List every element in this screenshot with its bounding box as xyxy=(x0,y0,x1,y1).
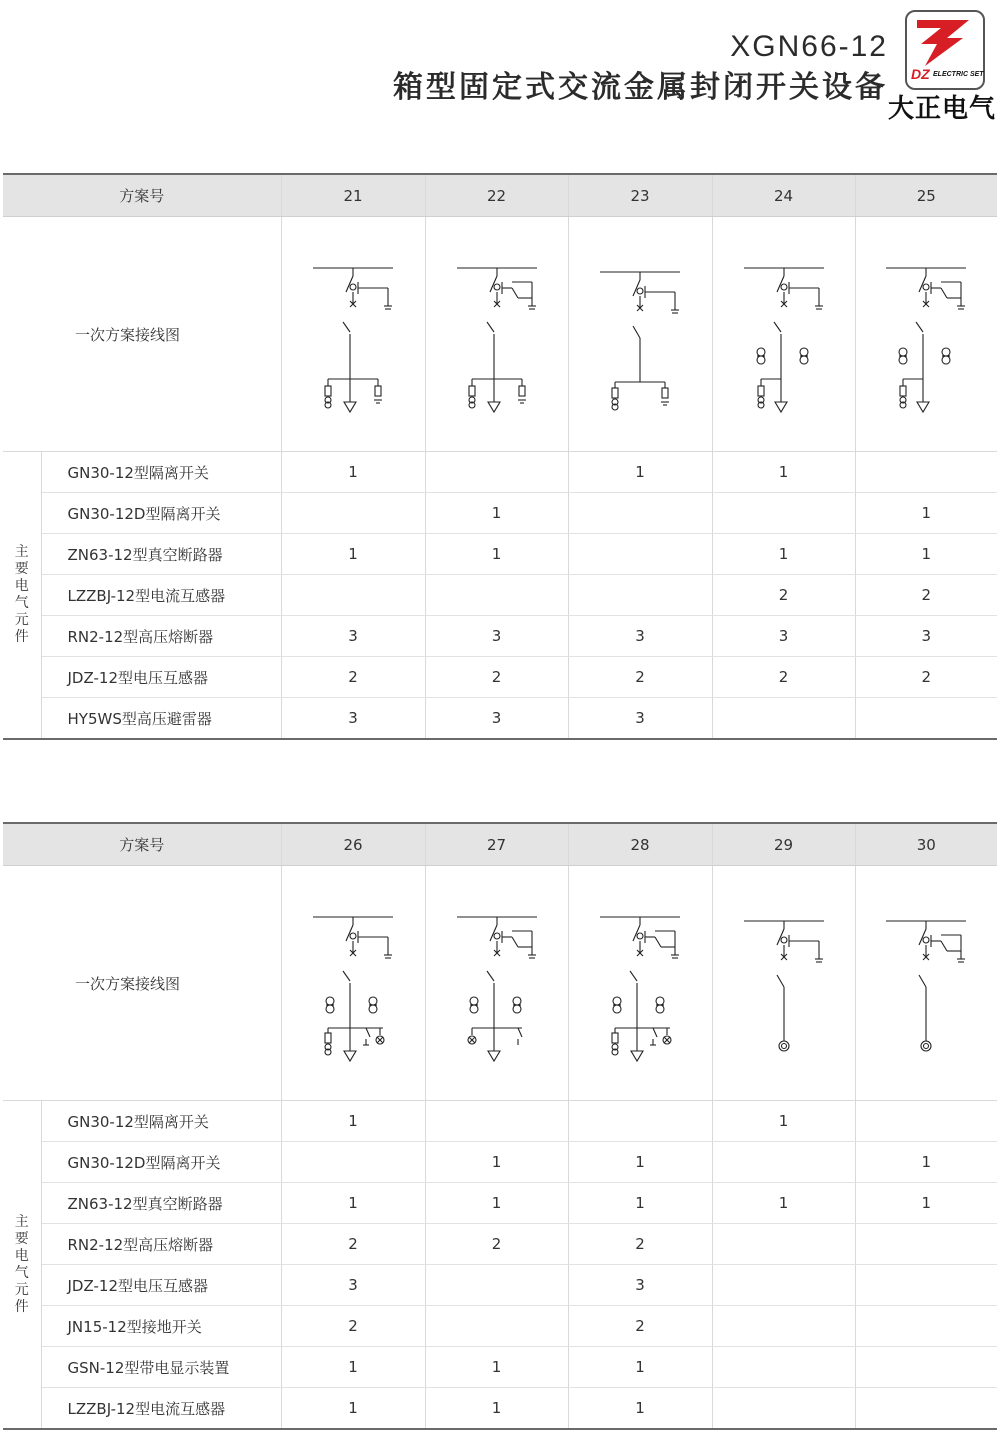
component-name: GN30-12D型隔离开关 xyxy=(41,1142,281,1183)
wiring-diagram-28 xyxy=(568,866,712,1101)
table-row xyxy=(3,616,997,657)
quantity-cell: 1 xyxy=(568,1388,712,1430)
quantity-cell: 3 xyxy=(568,1265,712,1306)
wiring-diagram-29 xyxy=(712,866,855,1101)
component-name: GN30-12型隔离开关 xyxy=(41,452,281,493)
table-row xyxy=(3,493,997,534)
table-row xyxy=(3,1101,997,1142)
quantity-cell: 3 xyxy=(281,1265,425,1306)
quantity-cell: 1 xyxy=(425,534,568,575)
quantity-cell: 2 xyxy=(568,1306,712,1347)
table-row xyxy=(3,1224,997,1265)
quantity-cell: 3 xyxy=(281,616,425,657)
quantity-cell xyxy=(712,1265,855,1306)
scheme-number: 26 xyxy=(281,823,425,866)
quantity-cell: 1 xyxy=(425,1142,568,1183)
quantity-cell: 2 xyxy=(712,657,855,698)
quantity-cell xyxy=(712,698,855,740)
diagram-label: 一次方案接线图 xyxy=(3,217,281,452)
wiring-diagram-icon xyxy=(871,254,981,414)
wiring-diagram-21 xyxy=(281,217,425,452)
company-logo xyxy=(905,10,985,90)
quantity-cell xyxy=(425,1306,568,1347)
scheme-number: 30 xyxy=(855,823,997,866)
table-row xyxy=(3,575,997,616)
logo-subtitle: ELECTRIC SET xyxy=(933,71,984,78)
quantity-cell: 2 xyxy=(281,1306,425,1347)
quantity-cell xyxy=(712,493,855,534)
quantity-cell: 3 xyxy=(568,616,712,657)
quantity-cell xyxy=(568,1101,712,1142)
component-name: GN30-12型隔离开关 xyxy=(41,1101,281,1142)
wiring-diagram-icon xyxy=(442,254,552,414)
scheme-number: 24 xyxy=(712,174,855,217)
wiring-diagram-icon xyxy=(585,254,695,414)
quantity-cell: 1 xyxy=(425,1183,568,1224)
diagram-label: 一次方案接线图 xyxy=(3,866,281,1101)
wiring-diagram-icon xyxy=(871,903,981,1063)
quantity-cell: 1 xyxy=(281,452,425,493)
quantity-cell: 2 xyxy=(568,657,712,698)
quantity-cell xyxy=(568,575,712,616)
category-label: 主要电气元件 xyxy=(3,1101,41,1430)
page-header xyxy=(0,0,1000,130)
table-header-row xyxy=(3,174,997,217)
wiring-diagram-24 xyxy=(712,217,855,452)
quantity-cell xyxy=(568,534,712,575)
quantity-cell xyxy=(855,1388,997,1430)
quantity-cell: 1 xyxy=(281,1388,425,1430)
quantity-cell xyxy=(281,1142,425,1183)
quantity-cell xyxy=(855,1224,997,1265)
quantity-cell xyxy=(425,452,568,493)
table-row xyxy=(3,1388,997,1430)
quantity-cell xyxy=(855,452,997,493)
lightning-logo-icon xyxy=(907,12,983,68)
quantity-cell xyxy=(855,1306,997,1347)
scheme-number: 21 xyxy=(281,174,425,217)
component-name: ZN63-12型真空断路器 xyxy=(41,534,281,575)
quantity-cell xyxy=(281,493,425,534)
quantity-cell: 2 xyxy=(281,657,425,698)
quantity-cell: 1 xyxy=(568,1183,712,1224)
scheme-number: 22 xyxy=(425,174,568,217)
wiring-diagram-icon xyxy=(729,254,839,414)
quantity-cell: 3 xyxy=(425,698,568,740)
quantity-cell xyxy=(855,1101,997,1142)
quantity-cell xyxy=(281,575,425,616)
quantity-cell: 3 xyxy=(425,616,568,657)
quantity-cell: 1 xyxy=(712,1101,855,1142)
component-name: GN30-12D型隔离开关 xyxy=(41,493,281,534)
wiring-diagram-icon xyxy=(729,903,839,1063)
scheme-number: 23 xyxy=(568,174,712,217)
scheme-table-2 xyxy=(3,822,997,1430)
wiring-diagram-30 xyxy=(855,866,997,1101)
wiring-diagram-27 xyxy=(425,866,568,1101)
scheme-table-1 xyxy=(3,173,997,740)
quantity-cell: 2 xyxy=(425,1224,568,1265)
company-name: 大正电气 xyxy=(888,94,997,124)
quantity-cell: 1 xyxy=(281,534,425,575)
table-row xyxy=(3,1306,997,1347)
quantity-cell: 2 xyxy=(568,1224,712,1265)
component-name: RN2-12型高压熔断器 xyxy=(41,616,281,657)
component-name: RN2-12型高压熔断器 xyxy=(41,1224,281,1265)
quantity-cell: 1 xyxy=(855,493,997,534)
product-title: 箱型固定式交流金属封闭开关设备 xyxy=(393,70,888,105)
quantity-cell: 1 xyxy=(425,1347,568,1388)
wiring-diagram-icon xyxy=(298,254,408,414)
quantity-cell: 3 xyxy=(712,616,855,657)
quantity-cell: 2 xyxy=(855,575,997,616)
quantity-cell xyxy=(425,1265,568,1306)
wiring-diagram-icon xyxy=(585,903,695,1063)
quantity-cell: 1 xyxy=(568,1142,712,1183)
quantity-cell: 1 xyxy=(855,1183,997,1224)
quantity-cell xyxy=(425,575,568,616)
scheme-number: 25 xyxy=(855,174,997,217)
table-row xyxy=(3,452,997,493)
quantity-cell: 1 xyxy=(281,1101,425,1142)
quantity-cell: 1 xyxy=(712,1183,855,1224)
component-name: HY5WS型高压避雷器 xyxy=(41,698,281,740)
quantity-cell xyxy=(425,1101,568,1142)
quantity-cell: 1 xyxy=(425,1388,568,1430)
quantity-cell: 2 xyxy=(281,1224,425,1265)
quantity-cell: 3 xyxy=(855,616,997,657)
component-name: JDZ-12型电压互感器 xyxy=(41,1265,281,1306)
quantity-cell: 2 xyxy=(425,657,568,698)
table-row xyxy=(3,657,997,698)
quantity-cell: 1 xyxy=(281,1347,425,1388)
quantity-cell xyxy=(712,1142,855,1183)
logo-mark: DZ xyxy=(911,66,930,82)
wiring-diagram-icon xyxy=(442,903,552,1063)
wiring-diagram-22 xyxy=(425,217,568,452)
table-header-row xyxy=(3,823,997,866)
component-name: ZN63-12型真空断路器 xyxy=(41,1183,281,1224)
scheme-label: 方案号 xyxy=(3,823,281,866)
quantity-cell: 1 xyxy=(568,452,712,493)
quantity-cell: 3 xyxy=(568,698,712,740)
table-row xyxy=(3,1142,997,1183)
diagram-row xyxy=(3,866,997,1101)
quantity-cell: 1 xyxy=(855,1142,997,1183)
quantity-cell: 3 xyxy=(281,698,425,740)
component-name: JDZ-12型电压互感器 xyxy=(41,657,281,698)
quantity-cell xyxy=(855,1347,997,1388)
scheme-number: 27 xyxy=(425,823,568,866)
category-label: 主要电气元件 xyxy=(3,452,41,740)
quantity-cell: 1 xyxy=(568,1347,712,1388)
quantity-cell: 1 xyxy=(425,493,568,534)
component-name: GSN-12型带电显示装置 xyxy=(41,1347,281,1388)
wiring-diagram-icon xyxy=(298,903,408,1063)
component-name: LZZBJ-12型电流互感器 xyxy=(41,575,281,616)
wiring-diagram-25 xyxy=(855,217,997,452)
quantity-cell xyxy=(712,1224,855,1265)
quantity-cell xyxy=(712,1388,855,1430)
quantity-cell xyxy=(712,1347,855,1388)
quantity-cell xyxy=(855,698,997,740)
quantity-cell: 1 xyxy=(281,1183,425,1224)
component-name: JN15-12型接地开关 xyxy=(41,1306,281,1347)
scheme-number: 28 xyxy=(568,823,712,866)
quantity-cell: 1 xyxy=(712,452,855,493)
table-row xyxy=(3,698,997,740)
quantity-cell: 2 xyxy=(855,657,997,698)
diagram-row xyxy=(3,217,997,452)
wiring-diagram-23 xyxy=(568,217,712,452)
table-row xyxy=(3,1265,997,1306)
wiring-diagram-26 xyxy=(281,866,425,1101)
table-row xyxy=(3,1183,997,1224)
quantity-cell: 1 xyxy=(855,534,997,575)
table-row xyxy=(3,534,997,575)
quantity-cell xyxy=(568,493,712,534)
scheme-label: 方案号 xyxy=(3,174,281,217)
quantity-cell xyxy=(855,1265,997,1306)
scheme-number: 29 xyxy=(712,823,855,866)
quantity-cell xyxy=(712,1306,855,1347)
quantity-cell: 1 xyxy=(712,534,855,575)
quantity-cell: 2 xyxy=(712,575,855,616)
product-model: XGN66-12 xyxy=(730,30,888,63)
component-name: LZZBJ-12型电流互感器 xyxy=(41,1388,281,1430)
table-row xyxy=(3,1347,997,1388)
